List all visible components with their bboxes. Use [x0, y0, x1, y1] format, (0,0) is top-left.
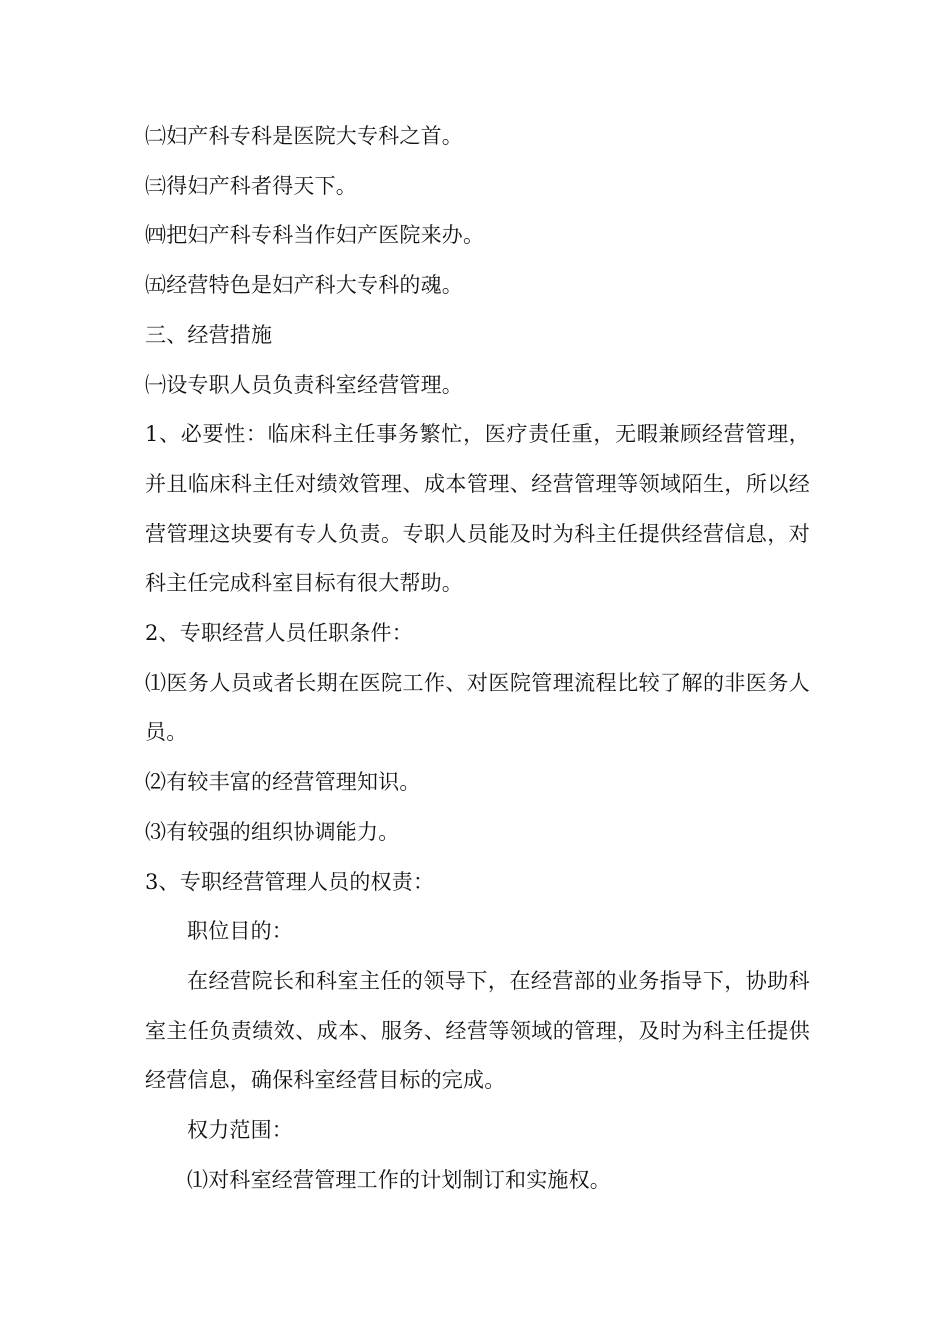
- paragraph-3: ㈣把妇产科专科当作妇产医院来办。: [145, 223, 485, 248]
- document-page: [145, 112, 810, 1205]
- paragraph-authority-1: ⑴对科室经营管理工作的计划制订和实施权。: [187, 1167, 611, 1192]
- paragraph-1: ㈡妇产科专科是医院大专科之首。: [145, 124, 463, 148]
- paragraph-purpose-text: 在经营院长和科室主任的领导下，在经营部的业务指导下，协助科室主任负责绩效、成本、服务、经营等领域的管理，及时为科主任提供经营信息，确保科室经营目标的完成。: [145, 968, 810, 1093]
- paragraph-duties: 3、专职经营管理人员的权责：: [145, 869, 435, 894]
- paragraph-purpose-label: 职位目的：: [187, 919, 293, 944]
- paragraph-necessity: 1、必要性：临床科主任事务繁忙，医疗责任重，无暇兼顾经营管理，并且临床科主任对绩效管理、成本管理、经营管理等领域陌生，所以经营管理这块要有专人负责。专职人员能及时为科主任提供经营信息，对科主任完成科室目标有很大帮助。: [145, 422, 810, 596]
- paragraph-qual-1: ⑴医务人员或者长期在医院工作、对医院管理流程比较了解的非医务人员。: [145, 670, 810, 745]
- paragraph-qual-3: ⑶有较强的组织协调能力。: [145, 819, 400, 844]
- paragraph-authority-label: 权力范围：: [187, 1118, 293, 1143]
- paragraph-qual-2: ⑵有较丰富的经营管理知识。: [145, 770, 421, 795]
- paragraph-qualifications: 2、专职经营人员任职条件：: [145, 621, 413, 646]
- paragraph-6: ㈠设专职人员负责科室经营管理。: [145, 372, 463, 397]
- paragraph-2: ㈢得妇产科者得天下。: [145, 173, 357, 198]
- section-heading: 三、经营措施: [145, 322, 273, 347]
- paragraph-4: ㈤经营特色是妇产科大专科的魂。: [145, 273, 463, 298]
